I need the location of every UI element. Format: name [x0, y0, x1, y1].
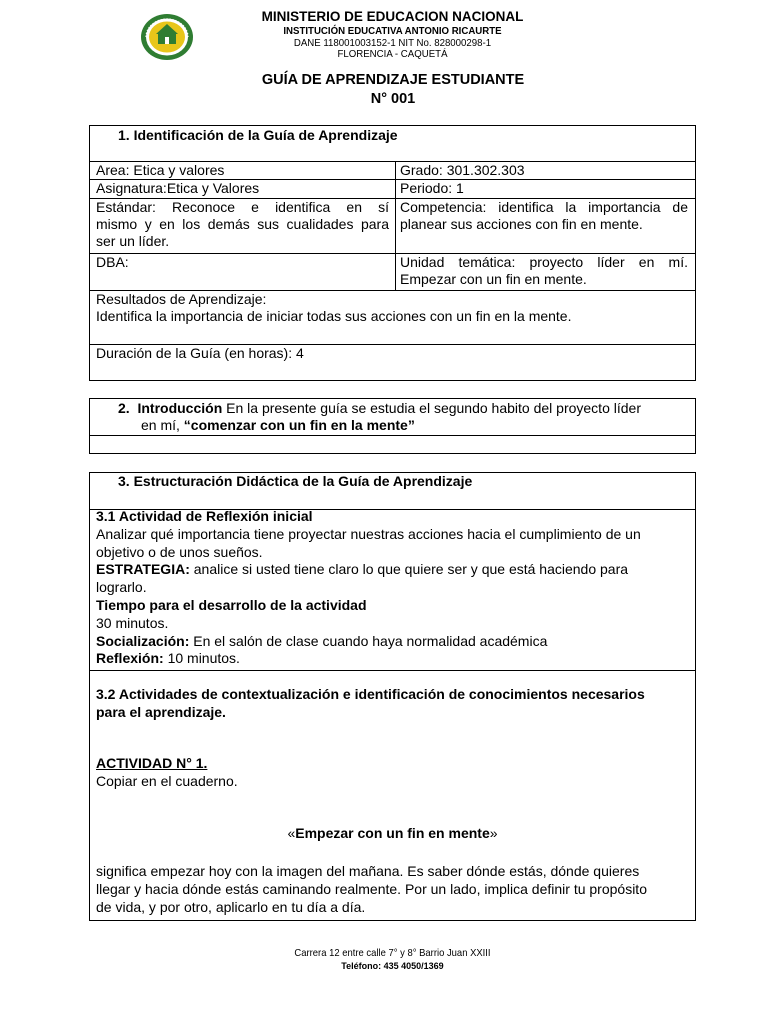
section3-heading: 3. Estructuración Didáctica de la Guía de Aprendizaje: [118, 473, 473, 489]
footer-address: Carrera 12 entre calle 7° y 8° Barrio Juan XXIII: [294, 947, 491, 959]
section1-heading: 1. Identificación de la Guía de Aprendizaje: [118, 127, 398, 143]
city-line: FLORENCIA - CAQUETÁ: [337, 48, 448, 60]
estandar-cell: [96, 199, 389, 250]
reflexion-text: 10 minutos.: [163, 650, 240, 667]
tiempo-value: 30 minutos.: [96, 614, 169, 631]
reflexion-label: Reflexión:: [96, 650, 164, 667]
intro-line-2: [141, 417, 415, 434]
tiempo-label: Tiempo para el desarrollo de la actividad: [96, 596, 367, 613]
grado-cell: Grado: 301.302.303: [400, 162, 525, 178]
estandar-line: Estándar: Reconoce e identifica en sí: [96, 199, 389, 215]
socializacion-label: Socialización:: [96, 632, 190, 649]
quote-close: »: [489, 825, 498, 841]
estrategia-line-2: lograrlo.: [96, 579, 147, 596]
dane-nit: DANE 118001003152-1 NIT No. 828000298-1: [293, 37, 492, 49]
intro-label: Introducción: [137, 400, 223, 416]
dba-cell: DBA:: [96, 254, 129, 270]
footer-phone: Teléfono: 435 4050/1369: [341, 961, 444, 971]
sub32-line: para el aprendizaje.: [96, 704, 226, 720]
paragraph-line: significa empezar hoy con la imagen del mañana. Es saber dónde estás, dónde quieres: [96, 863, 640, 879]
socializacion-text: En el salón de clase cuando haya normalidad académica: [189, 632, 548, 649]
duracion-cell: Duración de la Guía (en horas): 4: [96, 345, 304, 361]
unidad-line: Empezar con un fin en mente.: [400, 271, 587, 287]
doc-number: N° 001: [370, 91, 416, 107]
introduction-table: [89, 398, 696, 454]
estrategia-text: analice si usted tiene claro lo que quiere ser y que está haciendo para: [189, 561, 629, 578]
reflection-activity: [96, 508, 692, 668]
didactic-structure-table: [89, 472, 696, 921]
unidad-line: Unidad temática: proyecto líder en mí.: [400, 254, 688, 270]
resultados-text: Identifica la importancia de iniciar todas sus acciones con un fin en la mente.: [96, 308, 572, 324]
periodo-cell: Periodo: 1: [400, 180, 464, 196]
competencia-line: planear sus acciones con fin en mente.: [400, 216, 643, 232]
socializacion-line: [96, 633, 692, 651]
sub32-title: [96, 685, 645, 721]
intro-number: 2.: [118, 400, 130, 416]
intro-text-plain: en mí,: [141, 417, 184, 433]
sub31-line: objetivo o de unos sueños.: [96, 543, 263, 560]
quote-text: Empezar con un fin en mente: [295, 825, 490, 841]
identification-table: [89, 125, 696, 381]
school-crest-logo: [140, 13, 194, 61]
intro-line-1: [118, 400, 641, 417]
intro-text: En la presente guía se estudia el segundo habito del proyecto líder: [222, 400, 641, 416]
activity-title: ACTIVIDAD N° 1.: [96, 755, 208, 771]
quote-heading: [90, 825, 695, 842]
unidad-cell: [400, 254, 688, 288]
sub31-title: 3.1 Actividad de Reflexión inicial: [96, 508, 313, 524]
reflexion-line: [96, 650, 692, 668]
resultados-label: Resultados de Aprendizaje:: [96, 291, 267, 307]
sub32-line: 3.2 Actividades de contextualización e identificación de conocimientos necesarios: [96, 686, 645, 702]
estrategia-line: [96, 561, 692, 579]
competencia-line: Competencia: identifica la importancia de: [400, 199, 688, 215]
definition-paragraph: [96, 862, 692, 916]
ministry-name: MINISTERIO DE EDUCACION NACIONAL: [261, 9, 524, 24]
doc-title: GUÍA DE APRENDIZAJE ESTUDIANTE: [261, 72, 525, 88]
estandar-line: ser un líder.: [96, 233, 170, 249]
competencia-cell: [400, 199, 688, 233]
paragraph-line: llegar y hacia dónde estás caminando realmente. Por un lado, implica definir tu propósito: [96, 881, 647, 897]
intro-quote: “comenzar con un fin en la mente”: [183, 417, 415, 433]
asignatura-cell: Asignatura:Etica y Valores: [96, 180, 260, 196]
sub31-line: Analizar qué importancia tiene proyectar nuestras acciones hacia el cumplimiento de un: [96, 525, 641, 542]
activity-instruction: Copiar en el cuaderno.: [96, 773, 238, 789]
institution-name: INSTITUCIÓN EDUCATIVA ANTONIO RICAURTE: [283, 25, 502, 37]
paragraph-line: de vida, y por otro, aplicarlo en tu día a día.: [96, 899, 366, 915]
quote-open: «: [287, 825, 296, 841]
area-cell: Area: Etica y valores: [96, 162, 225, 178]
estrategia-label: ESTRATEGIA:: [96, 561, 190, 578]
estandar-line: mismo y en los demás sus cualidades para: [96, 216, 389, 232]
